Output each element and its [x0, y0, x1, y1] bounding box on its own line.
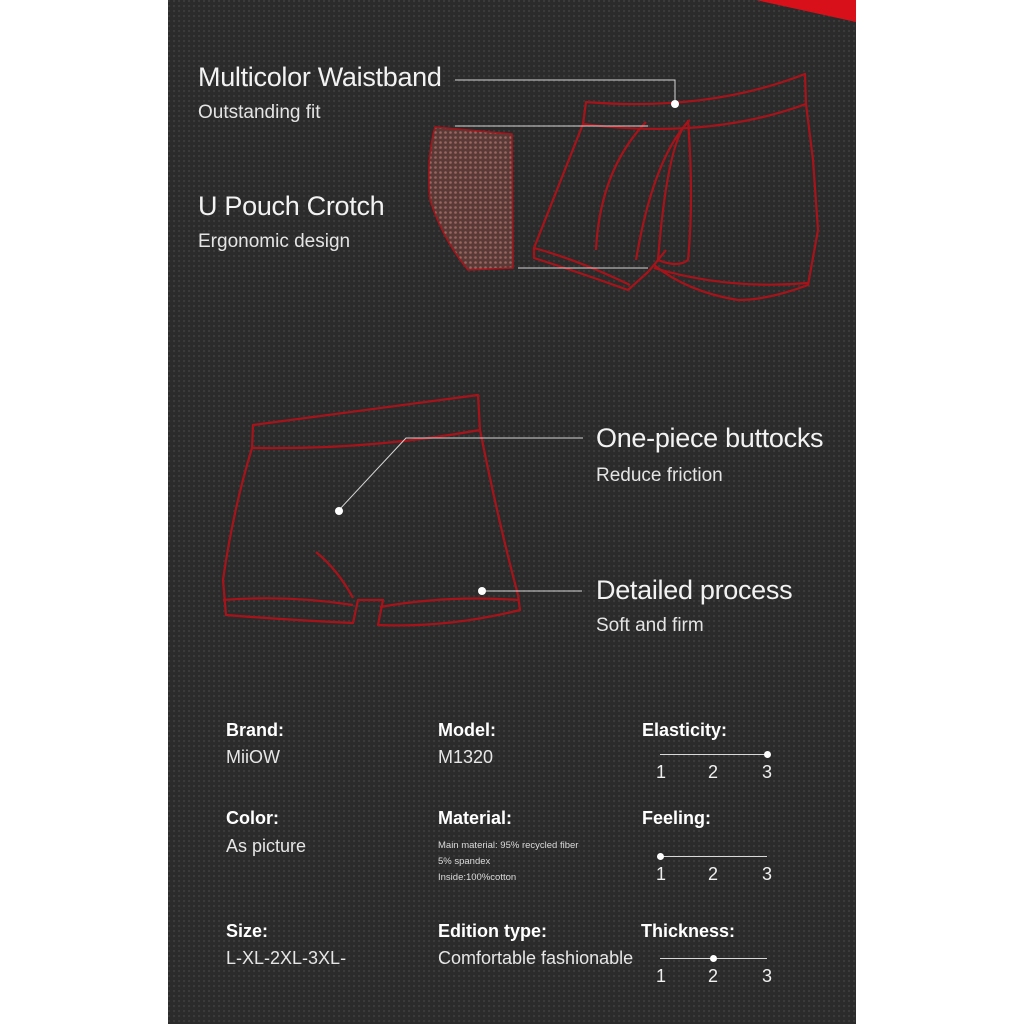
material-label: Material: [438, 808, 513, 828]
process-title: Detailed process [596, 575, 793, 605]
material-line-3: Inside:100%cotton [438, 872, 517, 883]
elasticity-tick-2: 2 [708, 762, 719, 782]
elasticity-scale [640, 750, 780, 790]
brand-label: Brand: [226, 720, 284, 740]
thickness-level-dot [710, 955, 717, 962]
brand-value: MiiOW [226, 747, 280, 767]
buttocks-subtitle: Reduce friction [596, 465, 723, 486]
size-value: L-XL-2XL-3XL- [226, 948, 347, 968]
front-view-briefs [534, 74, 818, 300]
elasticity-tick-1: 1 [656, 762, 667, 782]
elasticity-tick-3: 3 [762, 762, 773, 782]
product-info-panel [168, 0, 856, 1024]
material-line-2: 5% spandex [438, 856, 491, 867]
back-view-briefs [223, 395, 520, 625]
waistband-title: Multicolor Waistband [198, 62, 442, 92]
feeling-tick-3: 3 [762, 864, 773, 884]
material-line-1: Main material: 95% recycled fiber [438, 840, 579, 851]
size-label: Size: [226, 921, 269, 941]
thickness-scale [640, 954, 780, 994]
color-value: As picture [226, 836, 307, 856]
model-label: Model: [438, 720, 496, 740]
buttocks-marker [335, 507, 343, 515]
feeling-level-dot [657, 853, 664, 860]
waistband-subtitle: Outstanding fit [198, 102, 321, 123]
thickness-tick-3: 3 [762, 966, 773, 986]
edition-value: Comfortable fashionable [438, 948, 634, 968]
thickness-label: Thickness: [641, 921, 736, 941]
process-subtitle: Soft and firm [596, 615, 704, 636]
feeling-scale [640, 852, 780, 892]
process-marker [478, 587, 486, 595]
elasticity-level-dot [764, 751, 771, 758]
feeling-label: Feeling: [642, 808, 712, 828]
buttocks-title: One-piece buttocks [596, 423, 824, 453]
color-label: Color: [226, 808, 279, 828]
feeling-tick-1: 1 [656, 864, 667, 884]
edition-label: Edition type: [438, 921, 547, 941]
elasticity-label: Elasticity: [642, 720, 728, 740]
pouch-subtitle: Ergonomic design [198, 231, 351, 252]
model-value: M1320 [438, 747, 494, 767]
thickness-tick-1: 1 [656, 966, 667, 986]
waistband-marker [671, 100, 679, 108]
thickness-tick-2: 2 [708, 966, 719, 986]
mesh-insert [429, 127, 513, 270]
pouch-title: U Pouch Crotch [198, 191, 385, 221]
feeling-tick-2: 2 [708, 864, 719, 884]
